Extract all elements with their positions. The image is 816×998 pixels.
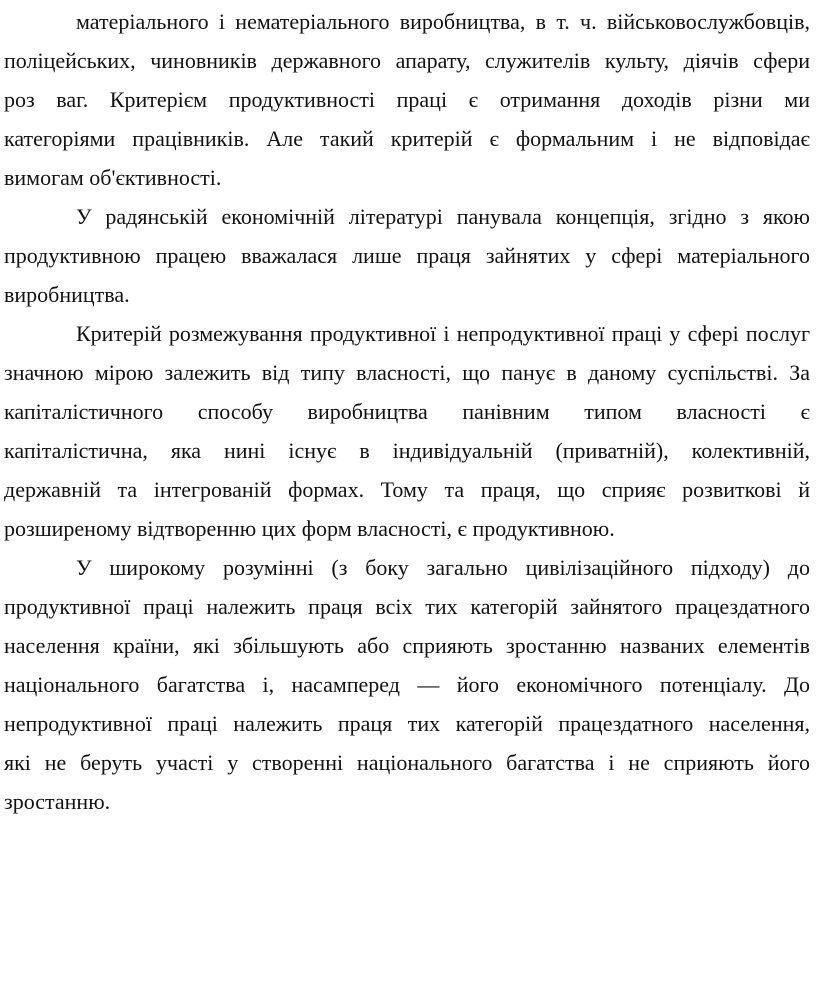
- paragraph: [4, 197, 810, 314]
- paragraph: [4, 548, 810, 821]
- text-line: продуктивною працею вважалася лише праця зайнятих у сфері матеріального: [4, 243, 810, 268]
- text-line: непродуктивної праці належить праця тих категорій працездатного населення,: [4, 711, 810, 736]
- text-line: капіталістичного способу виробництва панівним типом власності є: [4, 399, 810, 424]
- text-line: зростанню.: [4, 789, 111, 814]
- text-line: виробництва.: [4, 282, 130, 307]
- paragraph: [4, 2, 810, 197]
- text-line: які не беруть участі у створенні національного багатства і не сприяють його: [4, 750, 810, 775]
- text-line: значною мірою залежить від типу власності, що панує в даному суспільстві. За: [4, 360, 810, 385]
- text-line: Критерій розмежування продуктивної і непродуктивної праці у сфері послуг: [76, 321, 810, 346]
- text-line: категоріями працівників. Але такий критерій є формальним і не відповідає: [4, 126, 810, 151]
- text-line: продуктивної праці належить праця всіх тих категорій зайнятого працездатного: [4, 594, 810, 619]
- text-line: матеріального і нематеріального виробництва, в т. ч. військовослужбовців,: [76, 9, 810, 34]
- text-line: роз ваг. Критерієм продуктивності праці є отримання доходів різни ми: [4, 87, 810, 112]
- text-line: державній та інтегрованій формах. Тому та праця, що сприяє розвиткові й: [4, 477, 810, 502]
- text-line: національного багатства і, насамперед — його економічного потенціалу. До: [4, 672, 810, 697]
- text-line: вимогам об'єктивності.: [4, 165, 222, 190]
- paragraph: [4, 314, 810, 548]
- text-line: населення країни, які збільшують або сприяють зростанню названих елементів: [4, 633, 810, 658]
- text-line: розширеному відтворенню цих форм власності, є продуктивною.: [4, 516, 615, 541]
- text-line: У радянській економічній літературі панувала концепція, згідно з якою: [76, 204, 810, 229]
- text-line: поліцейських, чиновників державного апарату, служителів культу, діячів сфери: [4, 48, 810, 73]
- text-line: капіталістична, яка нині існує в індивідуальній (приватній), колективній,: [4, 438, 810, 463]
- text-line: У широкому розумінні (з боку загально цивілізаційного підходу) до: [76, 555, 810, 580]
